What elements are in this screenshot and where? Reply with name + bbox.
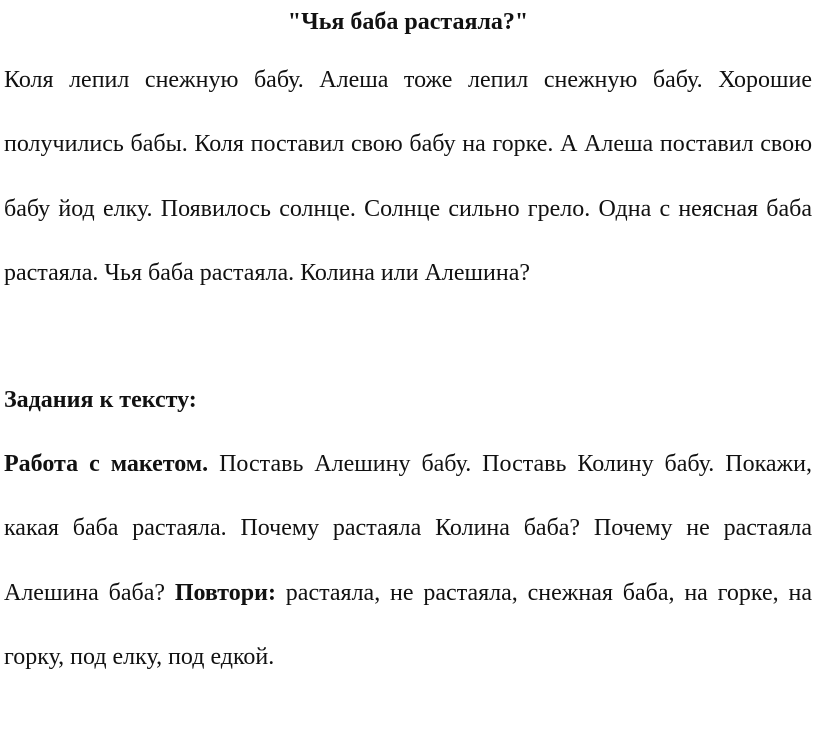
story-paragraph: Коля лепил снежную бабу. Алеша тоже лепил снежную бабу. Хорошие получились бабы. Коля поставил свою бабу на горке. А Алеша поставил свою бабу йод елку. Появилось солнце. Солнце сильно грело. Одна с неясная баба растаяла. Чья баба растаяла. Колина или Алешина? — [4, 67, 812, 287]
work-text: Поставь Алешину бабу. Поставь Колину бабу. Покажи, какая баба растаяла. Почему растаяла Колина баба? Почему не растаяла Алешина баба? — [4, 451, 812, 606]
repeat-label: Повтори: — [174, 579, 276, 606]
work-label: Работа с макетом. — [4, 451, 209, 477]
tasks-heading — [4, 368, 812, 432]
repeat-text: растаяла, не растаяла, снежная баба, на горке, на горку, под елку, под едкой. — [4, 579, 812, 671]
document-title: "Чья баба растаяла?" — [287, 9, 529, 35]
tasks-paragraph — [4, 432, 812, 690]
tasks-heading-text: Задания к тексту: — [4, 387, 197, 413]
